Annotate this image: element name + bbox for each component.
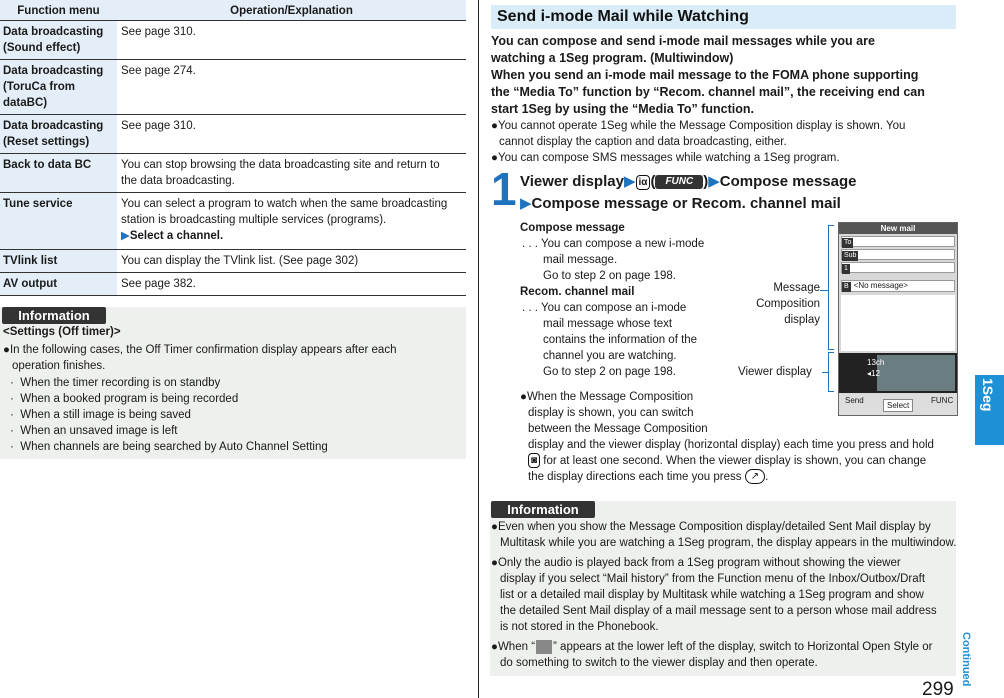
action-text: Select a channel. xyxy=(129,230,224,242)
info-tab-right: Information xyxy=(491,501,595,518)
explanation-text: See page 274. xyxy=(121,65,196,77)
phone-body xyxy=(841,295,955,351)
table-row xyxy=(0,193,466,250)
explanation-text: the data broadcasting. xyxy=(121,175,235,187)
step-line-1: Viewer display▶ iα ( FUNC )▶Compose message xyxy=(520,173,857,190)
list-item: · When an unsaved image is left xyxy=(10,425,178,437)
phone-title: New mail xyxy=(839,223,957,234)
menu-label: Data broadcasting xyxy=(3,26,104,38)
menu-label: Tune service xyxy=(3,198,73,210)
phone-viewer xyxy=(839,353,957,393)
bullet-icon: ● xyxy=(491,521,498,533)
notes: ●You cannot operate 1Seg while the Message Composition display is shown. You cannot display the caption and data broadcasting, either. ●You can compose SMS messages while watching a 1Seg program. xyxy=(491,118,961,166)
phone-row-attach: 1 xyxy=(841,262,955,273)
list-item: · When channels are being searched by Auto Channel Setting xyxy=(10,441,328,453)
info-tab-left: Information xyxy=(2,307,106,324)
table-row xyxy=(0,21,466,60)
phone-row-subj: Sub xyxy=(841,249,955,260)
explanation-text: You can select a program to watch when the same broadcasting xyxy=(121,198,448,210)
channel-label: 13ch xyxy=(867,358,885,367)
bracket-message xyxy=(828,225,834,350)
explanation-text: See page 310. xyxy=(121,26,196,38)
multitask-icon xyxy=(536,640,552,654)
bullet-icon: ● xyxy=(491,120,498,132)
table-row xyxy=(0,115,466,154)
step-text: Viewer display xyxy=(520,173,624,190)
call-key-icon: ↗ xyxy=(745,469,765,484)
camera-key-icon: ◙ xyxy=(528,453,540,468)
softkey-send: Send xyxy=(845,396,864,405)
func-key-icon: FUNC xyxy=(655,175,703,189)
info-heading: <Settings (Off timer)> xyxy=(3,326,121,338)
step-number: 1 xyxy=(491,163,517,215)
phone-softkeys xyxy=(839,394,957,415)
arrow-icon: ▶ xyxy=(623,173,636,190)
menu-label: (Sound effect) xyxy=(3,42,81,54)
menu-label: Data broadcasting xyxy=(3,120,104,132)
info-bullet: ●In the following cases, the Off Timer confirmation display appears after each operation finishes. xyxy=(3,344,397,372)
arrow-icon: ▶ xyxy=(520,195,532,212)
softkey-select: Select xyxy=(883,399,913,412)
page-number: 299 xyxy=(922,679,954,698)
list-item: · When a booked program is being recorded xyxy=(10,393,239,405)
bullet-icon: ● xyxy=(491,557,498,569)
volume-label: ◂12 xyxy=(867,369,880,378)
intro-text: You can compose and send i-mode mail messages while you are watching a 1Seg program. (Multiwindow) When you send an i-mode mail message to the FOMA phone supporting the “Media To” function by “Recom. channel mail”, the receiving end can start 1Seg by using the “Media To” function. xyxy=(491,34,925,116)
menu-label: (Reset settings) xyxy=(3,136,90,148)
phone-screen xyxy=(838,222,958,416)
side-tab-label: 1Seg xyxy=(980,378,996,412)
softkey-func: FUNC xyxy=(931,396,954,405)
table-header xyxy=(0,0,466,21)
list-item: · When a still image is being saved xyxy=(10,409,191,421)
callout-line xyxy=(820,290,828,291)
menu-label: dataBC) xyxy=(3,97,48,109)
continued-label: Continued xyxy=(960,632,972,687)
table-row xyxy=(0,60,466,115)
table-row xyxy=(0,250,466,273)
bracket-viewer xyxy=(828,352,834,392)
info-bullets: ●Even when you show the Message Composition display/detailed Sent Mail display by Multitask while you are watching a 1Seg program, the display appears in the multiwindow. ●Only the audio is played back from a 1Seg program without showing the viewer display if you select “Mail history” from the Function menu of the Inbox/Outbox/Draft list or a detailed mail display by Multitask while watching a 1Seg program and show the detailed Sent Mail display of a mail message sent to a person whose mail address is not stored in the Phonebook. ●When “ ” appears at the lower left of the display, switch to Horizontal Open Style or do something to switch to the viewer display and then operate. xyxy=(491,521,957,669)
note-item: ●You can compose SMS messages while watching a 1Seg program. xyxy=(491,152,840,164)
arrow-icon: ▶ xyxy=(708,173,720,190)
bullet-icon: ● xyxy=(3,344,10,356)
section-title: Send i-mode Mail while Watching xyxy=(491,5,956,29)
phone-row-message: B <No message> xyxy=(841,280,955,292)
bullet-icon: ● xyxy=(491,641,498,653)
step-text: Compose message xyxy=(719,173,857,190)
header-operation: Operation/Explanation xyxy=(230,5,353,17)
menu-label: Back to data BC xyxy=(3,159,92,171)
option-label: Recom. channel mail xyxy=(520,286,635,298)
i-mode-key-icon: iα xyxy=(636,175,651,190)
explanation-text: See page 310. xyxy=(121,120,196,132)
options-list: Compose message . . . You can compose a new i-mode mail message. Go to step 2 on page 198. Recom. channel mail . . . You can compose an i-mode mail message whose text contains the information of the channel you are watching. Go to step 2 on page 198. xyxy=(520,220,730,380)
step-line-2 xyxy=(520,193,841,215)
step-text: Compose message or Recom. channel mail xyxy=(531,195,841,212)
explanation-text: You can stop browsing the data broadcasting site and return to xyxy=(121,159,440,171)
menu-label: (ToruCa from xyxy=(3,81,75,93)
phone-row-to: To xyxy=(841,236,955,247)
callout-viewer: Viewer display xyxy=(738,366,812,378)
callout-message: Message Composition display xyxy=(756,282,820,326)
note-item: ●You cannot operate 1Seg while the Message Composition display is shown. You xyxy=(491,120,906,132)
explanation-text: You can display the TVlink list. (See page 302) xyxy=(121,255,359,267)
header-function-menu: Function menu xyxy=(17,5,100,17)
arrow-icon: ▶ xyxy=(121,230,130,242)
menu-label: Data broadcasting xyxy=(3,65,104,77)
menu-label: AV output xyxy=(3,278,58,290)
table-row xyxy=(0,273,466,296)
bullet-icon: ● xyxy=(491,152,498,164)
callout-line xyxy=(822,372,828,373)
tv-image xyxy=(877,355,955,391)
option-label: Compose message xyxy=(520,222,625,234)
menu-label: TVlink list xyxy=(3,255,58,267)
bullet-icon: ● xyxy=(520,391,527,403)
table-row xyxy=(0,154,466,193)
switch-note: ●When the Message Composition display is shown, you can switch between the Message Composition display and the viewer display (horizontal display) each time you press and hold ◙ for at least one second. When the viewer display is shown, you can change the display directions each time you press ↗ . xyxy=(520,391,934,483)
column-divider xyxy=(478,0,479,698)
list-item: · When the timer recording is on standby xyxy=(10,377,221,389)
explanation-text: station is broadcasting multiple services (programs). xyxy=(121,214,387,226)
info-list xyxy=(10,375,460,455)
explanation-text: See page 382. xyxy=(121,278,196,290)
